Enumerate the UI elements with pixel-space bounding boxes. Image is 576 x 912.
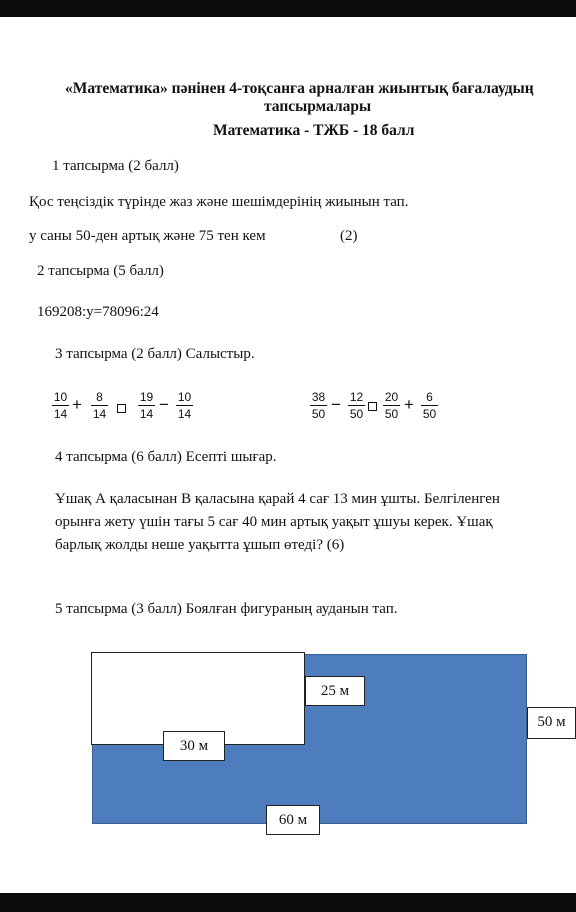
denominator: 50 [384, 407, 399, 421]
task3-title: 3 тапсырма (2 балл) Салыстыр. [55, 346, 255, 362]
header-title-line1: «Математика» пәнінен 4-тоқсанға арналған жиынтық бағалаудың [65, 80, 534, 97]
task5-title: 5 тапсырма (3 балл) Боялған фигураның ауданын тап. [55, 601, 398, 617]
task4-line3: барлық жолды неше уақытта ұшып өтеді? (6) [55, 537, 345, 553]
expr2-minus-sign: − [331, 395, 341, 414]
comparison-box-1[interactable] [117, 404, 126, 413]
expr1-minus-sign: − [159, 395, 169, 414]
label-outer-height: 50 м [527, 707, 576, 739]
task2-title: 2 тапсырма (5 балл) [37, 263, 164, 279]
label-outer-width: 60 м [266, 805, 320, 835]
numerator: 6 [421, 391, 438, 406]
label-inner-height: 25 м [305, 676, 365, 706]
expr2-plus-sign: + [404, 395, 414, 414]
task1-title: 1 тапсырма (2 балл) [52, 158, 179, 174]
task4-line2: орынға жету үшін тағы 5 сағ 40 мин артық уақыт ұшуы керек. Ұшақ [55, 514, 493, 530]
numerator: 12 [349, 390, 364, 404]
expr2-fraction-3 [383, 391, 400, 421]
numerator: 38 [311, 390, 326, 404]
denominator: 50 [349, 407, 364, 421]
comparison-box-2[interactable] [368, 402, 377, 411]
numerator: 10 [53, 390, 68, 404]
top-black-band [0, 0, 576, 17]
task1-statement: у саны 50-ден артық және 75 тен кем [29, 228, 266, 244]
expr1-fraction-2 [91, 391, 108, 421]
task1-instruction: Қос теңсіздік түрінде жаз және шешімдерінің жиынын тап. [29, 194, 409, 210]
expr1-fraction-3 [138, 391, 155, 421]
task4-line1: Ұшақ А қаласынан В қаласына қарай 4 сағ 13 мин ұшты. Белгіленген [55, 491, 500, 507]
label-inner-width: 30 м [163, 731, 225, 761]
numerator: 10 [177, 390, 192, 404]
numerator: 8 [91, 391, 108, 406]
denominator: 14 [92, 407, 107, 421]
header-title-line2: тапсырмалары [264, 98, 372, 115]
expr1-fraction-1 [52, 391, 69, 421]
task2-equation: 169208:у=78096:24 [37, 304, 159, 320]
expr2-fraction-2 [348, 391, 365, 421]
header-subtitle: Математика - ТЖБ - 18 балл [213, 122, 415, 139]
expr2-fraction-4 [421, 391, 438, 421]
numerator: 19 [139, 390, 154, 404]
denominator: 14 [139, 407, 154, 421]
denominator: 14 [177, 407, 192, 421]
denominator: 50 [311, 407, 326, 421]
denominator: 14 [53, 407, 68, 421]
expr1-fraction-4 [176, 391, 193, 421]
expr2-fraction-1 [310, 391, 327, 421]
denominator: 50 [422, 407, 437, 421]
task4-title: 4 тапсырма (6 балл) Есепті шығар. [55, 449, 277, 465]
bottom-black-band [0, 893, 576, 912]
expr1-plus-sign: + [72, 395, 82, 414]
task1-points: (2) [340, 228, 358, 244]
numerator: 20 [384, 390, 399, 404]
